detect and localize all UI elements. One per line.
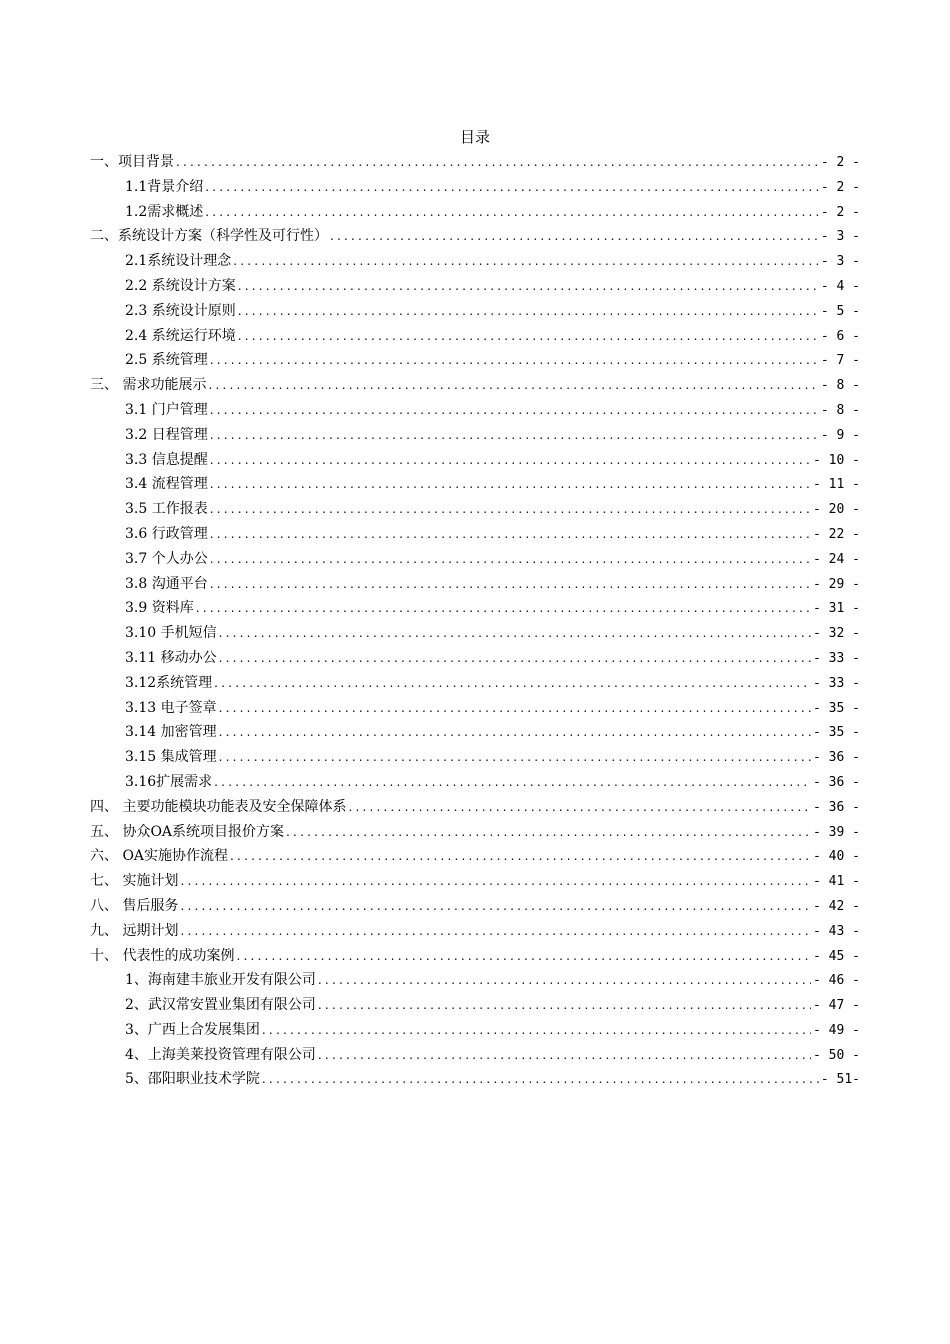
toc-dot-leader [210,348,819,373]
toc-dot-leader [210,572,811,597]
toc-entry-text: 七、 实施计划 [90,873,179,890]
toc-entry[interactable] [90,1067,860,1092]
toc-entry[interactable] [90,398,860,423]
toc-entry-page-number: - 36 - [813,799,860,815]
toc-entry-page-number: - 2 - [820,204,860,220]
toc-entry-text: 2.4 系统运行环境 [125,327,236,344]
toc-entry[interactable] [90,249,860,274]
toc-entry-text: 四、 主要功能模块功能表及安全保障体系 [90,798,347,815]
toc-dot-leader [219,621,811,646]
toc-entry[interactable] [90,869,860,894]
toc-entry-page-number: - 33 - [813,650,860,666]
toc-entry[interactable] [90,919,860,944]
toc-entry[interactable] [90,968,860,993]
toc-entry-page-number: - 2 - [820,179,860,195]
toc-entry-page-number: - 46 - [813,973,860,989]
toc-dot-leader [205,175,819,200]
toc-dot-leader [219,646,811,671]
toc-entry[interactable] [90,770,860,795]
toc-dot-leader [208,373,818,398]
toc-entry-page-number: - 39 - [813,824,860,840]
toc-entry-text: 1、海南建丰旅业开发有限公司 [125,972,316,989]
toc-entry-page-number: - 49 - [813,1022,860,1038]
toc-dot-leader [180,869,811,894]
toc-entry[interactable] [90,200,860,225]
toc-dot-leader [210,423,819,448]
toc-entry-text: 十、 代表性的成功案例 [90,947,235,964]
toc-entry-page-number: - 31 - [813,601,860,617]
toc-dot-leader [219,696,811,721]
toc-entry-page-number: - 29 - [813,576,860,592]
toc-entry-text: 3.14 加密管理 [125,724,217,741]
toc-entry-text: 3.12系统管理 [125,674,213,691]
toc-entry-text: 3.13 电子签章 [125,699,217,716]
toc-entry-text: 2.1系统设计理念 [125,253,232,270]
toc-entry-text: 九、 远期计划 [90,922,179,939]
toc-dot-leader [318,993,811,1018]
toc-entry-page-number: - 11 - [813,477,860,493]
toc-entry-text: 5、邵阳职业技术学院 [125,1071,260,1088]
toc-dot-leader [236,944,811,969]
toc-dot-leader [262,1067,819,1092]
toc-dot-leader [238,299,819,324]
toc-entry-text: 一、项目背景 [90,154,174,170]
toc-entry-text: 2、武汉常安置业集团有限公司 [125,997,316,1014]
toc-dot-leader [180,919,811,944]
toc-entry-page-number: - 3 - [820,229,860,245]
toc-dot-leader [286,820,811,845]
toc-entry-text: 4、上海美莱投资管理有限公司 [125,1046,316,1063]
toc-entry[interactable] [90,572,860,597]
toc-entry-text: 3.15 集成管理 [125,749,217,766]
toc-entry[interactable] [90,522,860,547]
toc-dot-leader [238,324,819,349]
toc-dot-leader [214,671,811,696]
toc-entry-page-number: - 4 - [820,278,860,294]
toc-entry-page-number: - 9 - [820,427,860,443]
toc-entry-text: 3、广西上合发展集团 [125,1021,260,1038]
toc-entry-page-number: - 2 - [820,155,860,170]
toc-entry-page-number: - 33 - [813,675,860,691]
toc-entry-page-number: - 36 - [813,774,860,790]
toc-entry-page-number: - 43 - [813,923,860,939]
toc-entry-text: 六、 OA实施协作流程 [90,848,229,865]
toc-entry-text: 2.2 系统设计方案 [125,277,236,294]
toc-dot-leader [205,200,819,225]
toc-dot-leader [214,770,811,795]
toc-title: 目录 [459,128,490,146]
toc-entry[interactable] [90,274,860,299]
toc-entry-page-number: - 35 - [813,700,860,716]
toc-entry[interactable] [90,894,860,919]
toc-entry-page-number: - 20 - [813,502,860,518]
toc-entry-text: 3.6 行政管理 [125,525,208,542]
toc-entry[interactable] [90,745,860,770]
toc-entry-text: 3.4 流程管理 [125,476,208,493]
toc-entry-page-number: - 36 - [813,750,860,766]
toc-entry-page-number: - 45 - [813,948,860,964]
toc-entry[interactable] [90,224,860,249]
toc-dot-leader [210,547,811,572]
toc-entry[interactable] [90,497,860,522]
toc-entry[interactable] [90,348,860,373]
toc-dot-leader [210,448,811,473]
toc-entry-text: 3.16扩展需求 [125,773,213,790]
toc-dot-leader [210,472,811,497]
toc-entry[interactable] [90,795,860,820]
toc-entry[interactable] [90,671,860,696]
toc-entry-text: 2.3 系统设计原则 [125,302,236,319]
toc-entry-text: 三、 需求功能展示 [90,377,207,394]
toc-entry[interactable] [90,547,860,572]
toc-entry-page-number: - 42 - [813,898,860,914]
toc-list [90,150,860,1092]
toc-entry[interactable] [90,150,860,175]
toc-dot-leader [348,795,811,820]
toc-dot-leader [318,968,811,993]
toc-entry[interactable] [90,596,860,621]
toc-entry-text: 二、系统设计方案（科学性及可行性） [90,228,328,245]
toc-entry[interactable] [90,324,860,349]
toc-entry[interactable] [90,944,860,969]
toc-dot-leader [330,224,819,249]
toc-dot-leader [318,1043,811,1068]
toc-entry[interactable] [90,696,860,721]
toc-entry[interactable] [90,993,860,1018]
toc-dot-leader [219,720,811,745]
toc-entry-page-number: - 41 - [813,874,860,890]
toc-entry[interactable] [90,844,860,869]
toc-entry[interactable] [90,1043,860,1068]
toc-entry-page-number: - 32 - [813,626,860,642]
toc-dot-leader [210,497,811,522]
toc-entry-page-number: - 8 - [820,402,860,418]
toc-dot-leader [219,745,811,770]
toc-entry-page-number: - 24 - [813,551,860,567]
toc-entry-page-number: - 35 - [813,725,860,741]
toc-entry-page-number: - 51- [820,1072,860,1088]
toc-entry[interactable] [90,423,860,448]
toc-entry[interactable] [90,448,860,473]
toc-entry-text: 3.1 门户管理 [125,401,208,418]
toc-entry-text: 1.1背景介绍 [125,178,204,195]
toc-entry-text: 3.8 沟通平台 [125,575,208,592]
toc-dot-leader [230,844,811,869]
toc-entry-text: 3.11 移动办公 [125,649,217,666]
toc-dot-leader [262,1018,811,1043]
toc-dot-leader [210,398,819,423]
toc-dot-leader [238,274,819,299]
toc-entry-page-number: - 50 - [813,1047,860,1063]
toc-entry-text: 3.7 个人办公 [125,550,208,567]
toc-entry-page-number: - 7 - [820,353,860,369]
toc-entry-text: 八、 售后服务 [90,897,179,914]
toc-entry-text: 1.2需求概述 [125,203,204,220]
toc-entry-page-number: - 6 - [820,328,860,344]
toc-entry[interactable] [90,820,860,845]
toc-entry[interactable] [90,646,860,671]
toc-entry-page-number: - 47 - [813,998,860,1014]
toc-entry[interactable] [90,373,860,398]
toc-entry-text: 3.10 手机短信 [125,625,217,642]
toc-entry-text: 3.9 资料库 [125,600,194,617]
toc-entry-page-number: - 10 - [813,452,860,468]
toc-dot-leader [233,249,819,274]
toc-entry-page-number: - 5 - [820,303,860,319]
toc-entry-text: 3.5 工作报表 [125,501,208,518]
toc-entry[interactable] [90,621,860,646]
toc-entry-page-number: - 3 - [820,254,860,270]
toc-entry-text: 2.5 系统管理 [125,352,208,369]
toc-entry-text: 3.2 日程管理 [125,426,208,443]
toc-dot-leader [176,150,819,175]
toc-entry[interactable] [90,175,860,200]
toc-entry[interactable] [90,472,860,497]
toc-entry[interactable] [90,299,860,324]
toc-entry-text: 3.3 信息提醒 [125,451,208,468]
toc-dot-leader [210,522,811,547]
toc-dot-leader [196,596,811,621]
toc-dot-leader [180,894,811,919]
toc-entry[interactable] [90,1018,860,1043]
toc-entry-page-number: - 22 - [813,526,860,542]
toc-entry-text: 五、 协众OA系统项目报价方案 [90,823,285,840]
toc-entry[interactable] [90,720,860,745]
toc-entry-page-number: - 8 - [820,378,860,394]
toc-entry-page-number: - 40 - [813,849,860,865]
